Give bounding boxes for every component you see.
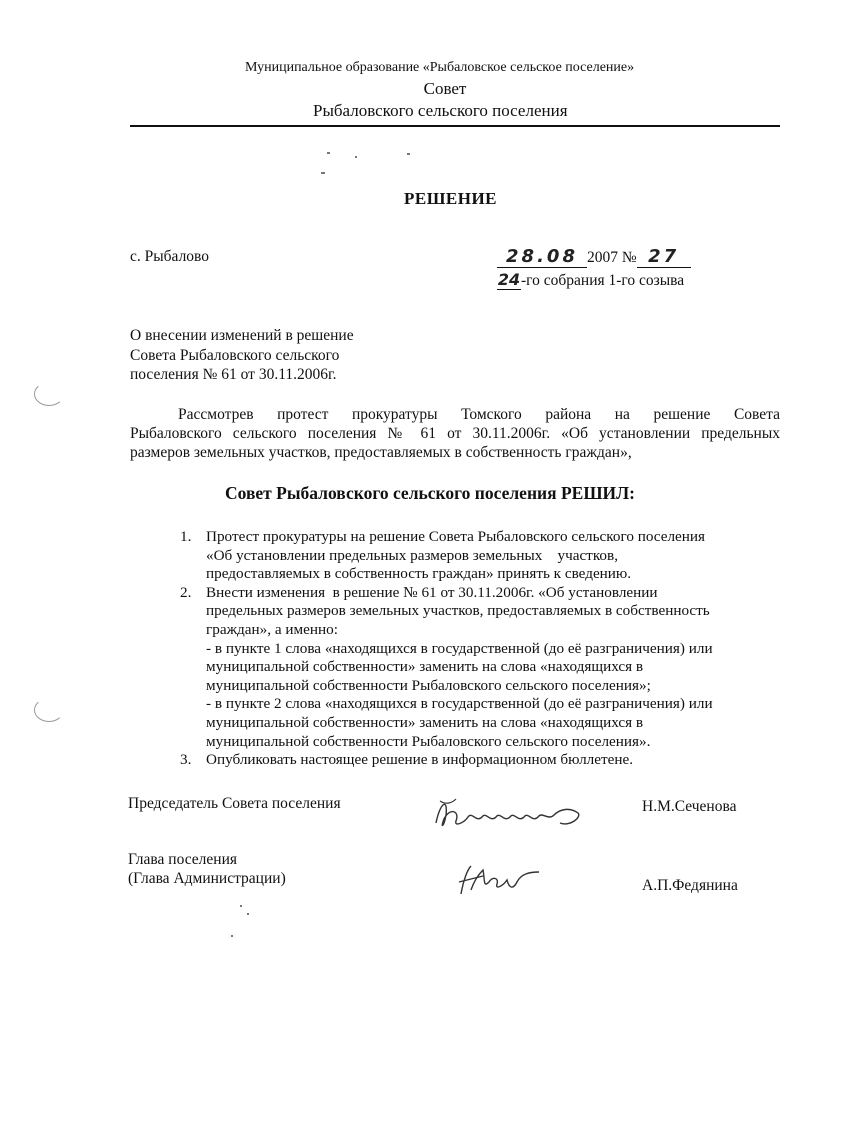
- list-item: [180, 751, 780, 770]
- head-signature: [455, 860, 545, 900]
- preamble-line: Рыбаловского сельского поселения № 61 от 30.11.2006г. «Об установлении предельных: [130, 425, 780, 442]
- subject-block: [130, 326, 354, 385]
- year-text: 2007 №: [587, 249, 637, 266]
- item-number: 1.: [180, 528, 192, 545]
- resolved-heading: Совет Рыбаловского сельского поселения РЕШИЛ:: [225, 483, 636, 503]
- item-line: «Об установлении предельных размеров земельных участков,: [206, 546, 618, 564]
- handwritten-number: 27: [637, 246, 691, 268]
- session-line: [497, 270, 684, 290]
- head-title-2: (Глава Администрации): [128, 870, 286, 887]
- council-header: Совет: [423, 79, 467, 98]
- hole-punch-mark: [34, 698, 64, 722]
- scan-speck: [355, 156, 357, 158]
- scan-speck: [231, 935, 233, 937]
- item-line: муниципальной собственности» заменить на слова «находящихся в: [206, 658, 644, 676]
- item-line: муниципальной собственности Рыбаловского сельского поселения».: [206, 732, 651, 750]
- scan-speck: [407, 153, 410, 155]
- preamble: [130, 405, 780, 462]
- subject-line: О внесении изменений в решение: [130, 327, 354, 344]
- date-number-line: [497, 246, 691, 268]
- scan-speck: [327, 152, 330, 154]
- scan-speck: [247, 913, 249, 915]
- subject-line: поселения № 61 от 30.11.2006г.: [130, 366, 337, 383]
- item-line: - в пункте 1 слова «находящихся в государственной (до её разграничения) или: [206, 639, 713, 657]
- item-line: предельных размеров земельных участков, предоставляемых в собственность: [206, 602, 710, 620]
- resolution-list: [180, 528, 780, 770]
- head-title-1: Глава поселения: [128, 851, 237, 868]
- preamble-line: Рассмотрев протест прокуратуры Томского района на решение Совета: [178, 406, 780, 423]
- preamble-line: размеров земельных участков, предоставляемых в собственность граждан»,: [130, 444, 632, 461]
- item-line: муниципальной собственности Рыбаловского сельского поселения»;: [206, 676, 651, 694]
- item-line: Внести изменения в решение № 61 от 30.11.2006г. «Об установлении: [206, 583, 658, 601]
- handwritten-session: 24: [497, 270, 521, 289]
- chair-signature: [430, 793, 590, 837]
- scan-speck: [240, 905, 242, 907]
- subject-line: Совета Рыбаловского сельского: [130, 346, 340, 364]
- list-item: [180, 584, 780, 751]
- head-name: А.П.Федянина: [642, 877, 738, 894]
- place: с. Рыбалово: [130, 248, 210, 265]
- session-text: -го собрания 1-го созыва: [521, 272, 685, 289]
- item-line: - в пункте 2 слова «находящихся в государственной (до её разграничения) или: [206, 695, 713, 713]
- item-number: 3.: [180, 751, 192, 769]
- list-item: [180, 528, 780, 584]
- item-line: муниципальной собственности» заменить на слова «находящихся в: [206, 713, 644, 731]
- item-line: Опубликовать настоящее решение в информационном бюллетене.: [206, 751, 634, 769]
- document-title: РЕШЕНИЕ: [404, 189, 498, 208]
- handwritten-date: 28.08: [497, 246, 587, 268]
- scan-speck: [321, 172, 325, 174]
- municipality-header: Муниципальное образование «Рыбаловское сельское поселение»: [245, 60, 635, 75]
- item-line: граждан», а именно:: [206, 620, 338, 638]
- item-line: Протест прокуратуры на решение Совета Рыбаловского сельского поселения: [206, 528, 706, 545]
- settlement-header: Рыбаловского сельского поселения: [313, 101, 568, 120]
- chair-title: Председатель Совета поселения: [128, 795, 341, 812]
- chair-name: Н.М.Сеченова: [642, 798, 737, 815]
- item-number: 2.: [180, 583, 192, 601]
- header-rule: [130, 125, 780, 127]
- item-line: предоставляемых в собственность граждан» принять к сведению.: [206, 565, 632, 583]
- hole-punch-mark: [34, 382, 64, 406]
